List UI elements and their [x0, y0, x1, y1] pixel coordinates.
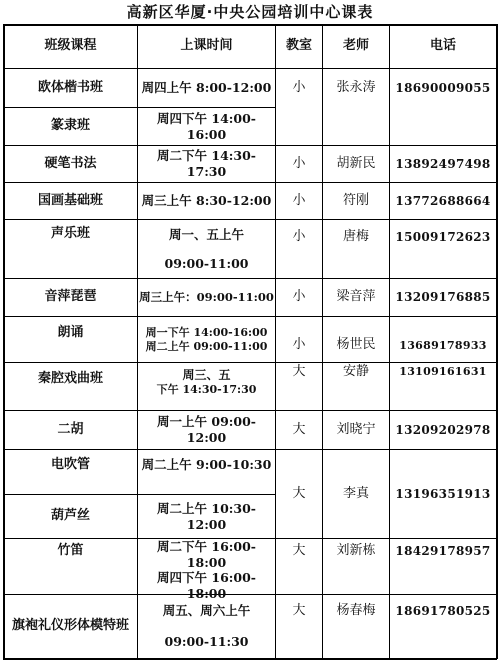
table-border-bottom: [3, 658, 497, 660]
course-time: [138, 220, 275, 278]
phone-number: 13209202978: [395, 422, 491, 437]
course-name: 音萍琵琶: [44, 289, 97, 305]
course-name: 欧体楷书班: [37, 79, 103, 95]
course-time-line: 周四下午 16:00-18:00: [157, 570, 256, 601]
phone-number: 13109161631: [399, 365, 487, 379]
course-name: [4, 595, 137, 658]
course-time: 周一上午 09:00-12:00: [157, 414, 256, 445]
teacher-name: 刘晓宁: [336, 421, 376, 437]
room-size: 小: [292, 79, 306, 95]
course-name: 二胡: [57, 421, 84, 437]
table-border-right: [496, 24, 498, 659]
header-course: 班级课程: [44, 38, 97, 54]
header-phone: 电话: [429, 38, 456, 54]
course-name: 朗诵: [57, 324, 84, 340]
teacher-name: 李真: [342, 485, 369, 501]
course-time-line: 09:00-11:30: [164, 634, 249, 650]
teacher-name: 梁音萍: [336, 289, 376, 305]
teacher-name: 杨春梅: [336, 602, 376, 618]
header-room: 教室: [285, 38, 312, 54]
course-time-line: 周二上午 09:00-11:00: [145, 339, 268, 353]
course-time: 周二上午 10:30-12:00: [157, 500, 256, 532]
course-time-line: 周五、周六上午: [162, 602, 251, 618]
teacher-name: 张永涛: [336, 79, 376, 95]
course-time-line: 周二下午 16:00-18:00: [157, 539, 256, 570]
header-time: 上课时间: [180, 38, 233, 54]
course-time: [138, 539, 275, 601]
phone-number: 13196351913: [395, 486, 491, 501]
room-size: 大: [292, 485, 306, 501]
course-time-line: 下午 14:30-17:30: [156, 382, 257, 396]
course-time: [138, 363, 275, 401]
phone-number: 18690009055: [395, 80, 491, 95]
room-size: 大: [292, 363, 306, 379]
teacher-name: 唐梅: [342, 228, 369, 244]
course-name-text: 旗袍礼仪形体模特班: [11, 618, 129, 634]
course-name: 电吹管: [50, 456, 90, 472]
page-title: 高新区华厦·中央公园培训中心课表: [126, 3, 374, 21]
course-name: 竹笛: [57, 542, 84, 558]
room-size: 小: [292, 337, 306, 353]
course-time-line: 周一、五上午: [168, 226, 244, 242]
room-size: 大: [292, 421, 306, 437]
course-time: 周三上午：09:00-11:00: [139, 290, 274, 305]
course-time: 周四上午 8:00-12:00: [141, 80, 272, 96]
teacher-name: 胡新民: [336, 155, 376, 171]
phone-number: 15009172623: [395, 229, 491, 244]
phone-number: 13209176885: [395, 290, 491, 304]
teacher-name: 符刚: [342, 192, 369, 208]
teacher-name: 刘新栋: [336, 542, 376, 558]
course-name: 硬笔书法: [44, 155, 97, 171]
course-time: 周四下午 14:00-16:00: [157, 110, 256, 142]
room-size: 小: [292, 155, 306, 171]
course-time: [138, 317, 275, 362]
course-time: 周二上午 9:00-10:30: [141, 457, 272, 473]
teacher-name: 杨世民: [336, 337, 376, 353]
room-size: 小: [292, 289, 306, 305]
room-size: 小: [292, 228, 306, 244]
course-time: 周二下午 14:30-17:30: [157, 148, 256, 179]
course-time: [138, 595, 275, 658]
room-size: 小: [292, 192, 306, 208]
room-size: 大: [292, 602, 306, 618]
course-name: 葫芦丝: [50, 508, 90, 524]
course-name: 声乐班: [50, 226, 90, 241]
course-name: 国画基础班: [37, 192, 103, 208]
course-name: 秦腔戏曲班: [37, 370, 103, 386]
phone-number: 18691780525: [395, 603, 491, 618]
teacher-name: 安静: [342, 363, 369, 379]
phone-number: 18429178957: [395, 543, 491, 558]
phone-number: 13892497498: [395, 156, 491, 171]
course-time-line: 周一下午 14:00-16:00: [145, 325, 268, 339]
phone-number: 13689178933: [399, 338, 487, 352]
phone-number: 13772688664: [395, 193, 491, 208]
room-size: 大: [292, 542, 306, 558]
course-time-line: 周三、五: [182, 367, 231, 382]
course-time: 周三上午 8:30-12:00: [141, 193, 272, 209]
course-time-line: 09:00-11:00: [164, 255, 249, 271]
course-name: 篆隶班: [50, 118, 90, 134]
header-teacher: 老师: [342, 38, 369, 54]
